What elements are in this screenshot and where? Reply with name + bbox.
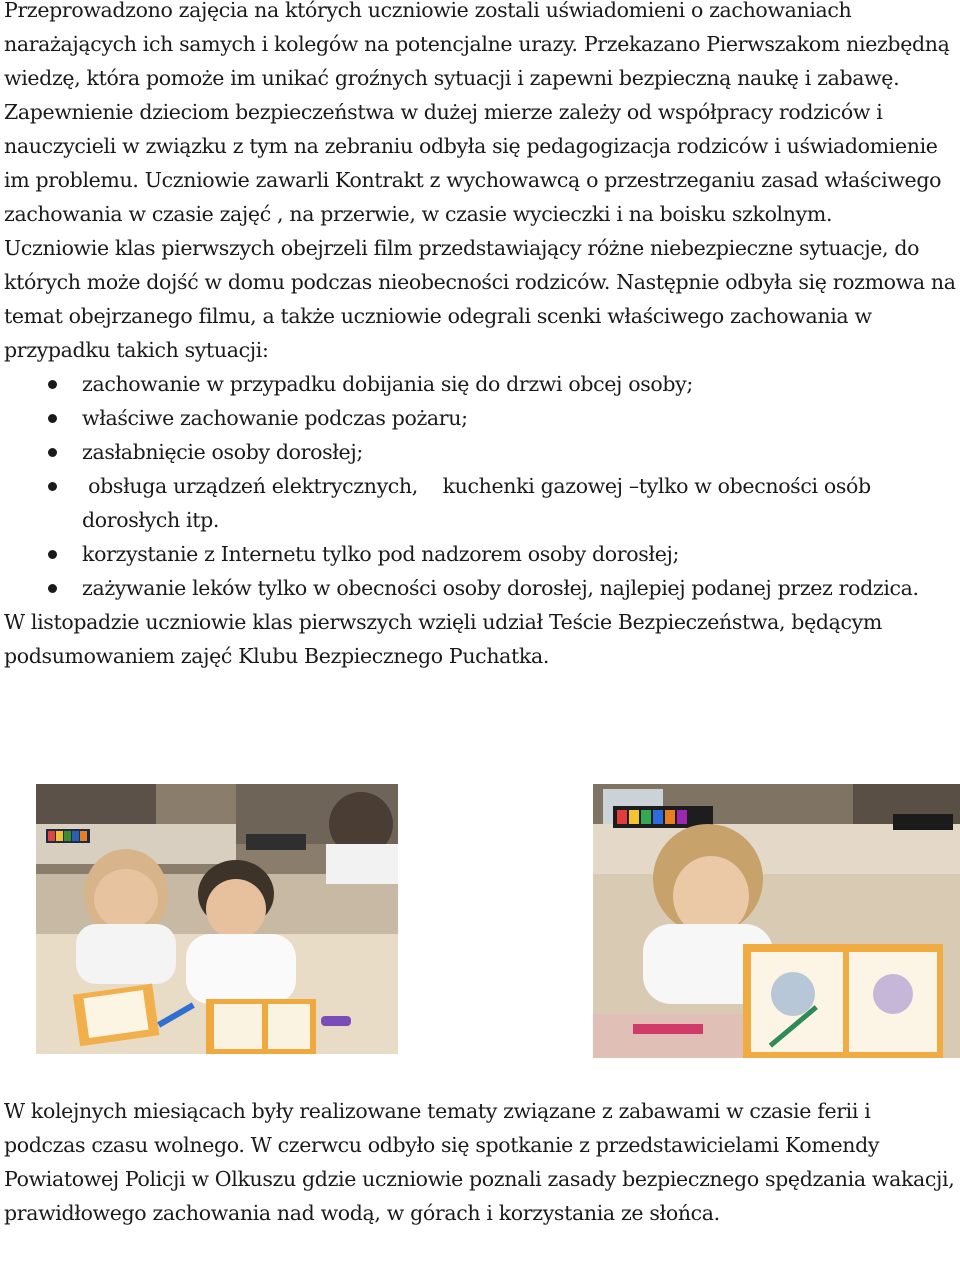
intro-section <box>4 0 956 673</box>
bullet-icon <box>48 448 57 457</box>
closing-section <box>4 1094 956 1230</box>
list-item <box>4 435 956 469</box>
summary-paragraph: W listopadzie uczniowie klas pierwszych wzięli udział Teście Bezpieczeństwa, będącym podsumowaniem zajęć Klubu Bezpiecznego Puchatka. <box>4 610 882 668</box>
list-item-text: zasłabnięcie osoby dorosłej; <box>82 440 363 464</box>
list-item-text: zachowanie w przypadku dobijania się do drzwi obcej osoby; <box>82 372 693 396</box>
classroom-photo-2 <box>593 784 960 1058</box>
list-item-text: zażywanie leków tylko w obecności osoby dorosłej, najlepiej podanej przez rodzica. <box>82 576 919 600</box>
list-item <box>4 571 956 605</box>
list-item-text: korzystanie z Internetu tylko pod nadzorem osoby dorosłej; <box>82 542 680 566</box>
bullet-icon <box>48 482 57 491</box>
list-item <box>4 401 956 435</box>
bullet-icon <box>48 584 57 593</box>
closing-paragraph: W kolejnych miesiącach były realizowane tematy związane z zabawami w czasie ferii i podczas czasu wolnego. W czerwcu odbyło się spotkanie z przedstawicielami Komendy Powiatowej Policji w Olkuszu gdzie uczniowie poznali zasady bezpiecznego spędzania wakacji, prawidłowego zachowania nad wodą, w górach i korzystania ze słońca. <box>4 1099 955 1225</box>
list-item <box>4 537 956 571</box>
list-item <box>4 469 956 537</box>
bullet-icon <box>48 380 57 389</box>
list-item-text: właściwe zachowanie podczas pożaru; <box>82 406 468 430</box>
list-item-text: obsługa urządzeń elektrycznych, kuchenki gazowej –tylko w obecności osób dorosłych itp. <box>82 474 877 532</box>
bullet-icon <box>48 414 57 423</box>
classroom-photo-1 <box>36 784 398 1054</box>
bullet-icon <box>48 550 57 559</box>
list-item <box>4 367 956 401</box>
safety-topics-list <box>4 367 956 605</box>
intro-paragraph-1: Przeprowadzono zajęcia na których uczniowie zostali uświadomieni o zachowaniach narażających ich samych i kolegów na potencjalne urazy. Przekazano Pierwszakom niezbędną wiedzę, która pomoże im unikać groźnych sytuacji i zapewni bezpieczną naukę i zabawę. Zapewnienie dzieciom bezpieczeństwa w dużej mierze zależy od współpracy rodziców i nauczycieli w związku z tym na zebraniu odbyła się pedagogizacja rodziców i uświadomienie im problemu. Uczniowie zawarli Kontrakt z wychowawcą o przestrzeganiu zasad właściwego zachowania w czasie zajęć , na przerwie, w czasie wycieczki i na boisku szkolnym. <box>4 0 950 226</box>
intro-paragraph-2: Uczniowie klas pierwszych obejrzeli film przedstawiający różne niebezpieczne sytuacje, do których może dojść w domu podczas nieobecności rodziców. Następnie odbyła się rozmowa na temat obejrzanego filmu, a także uczniowie odegrali scenki właściwego zachowania w przypadku takich sytuacji: <box>4 236 956 362</box>
